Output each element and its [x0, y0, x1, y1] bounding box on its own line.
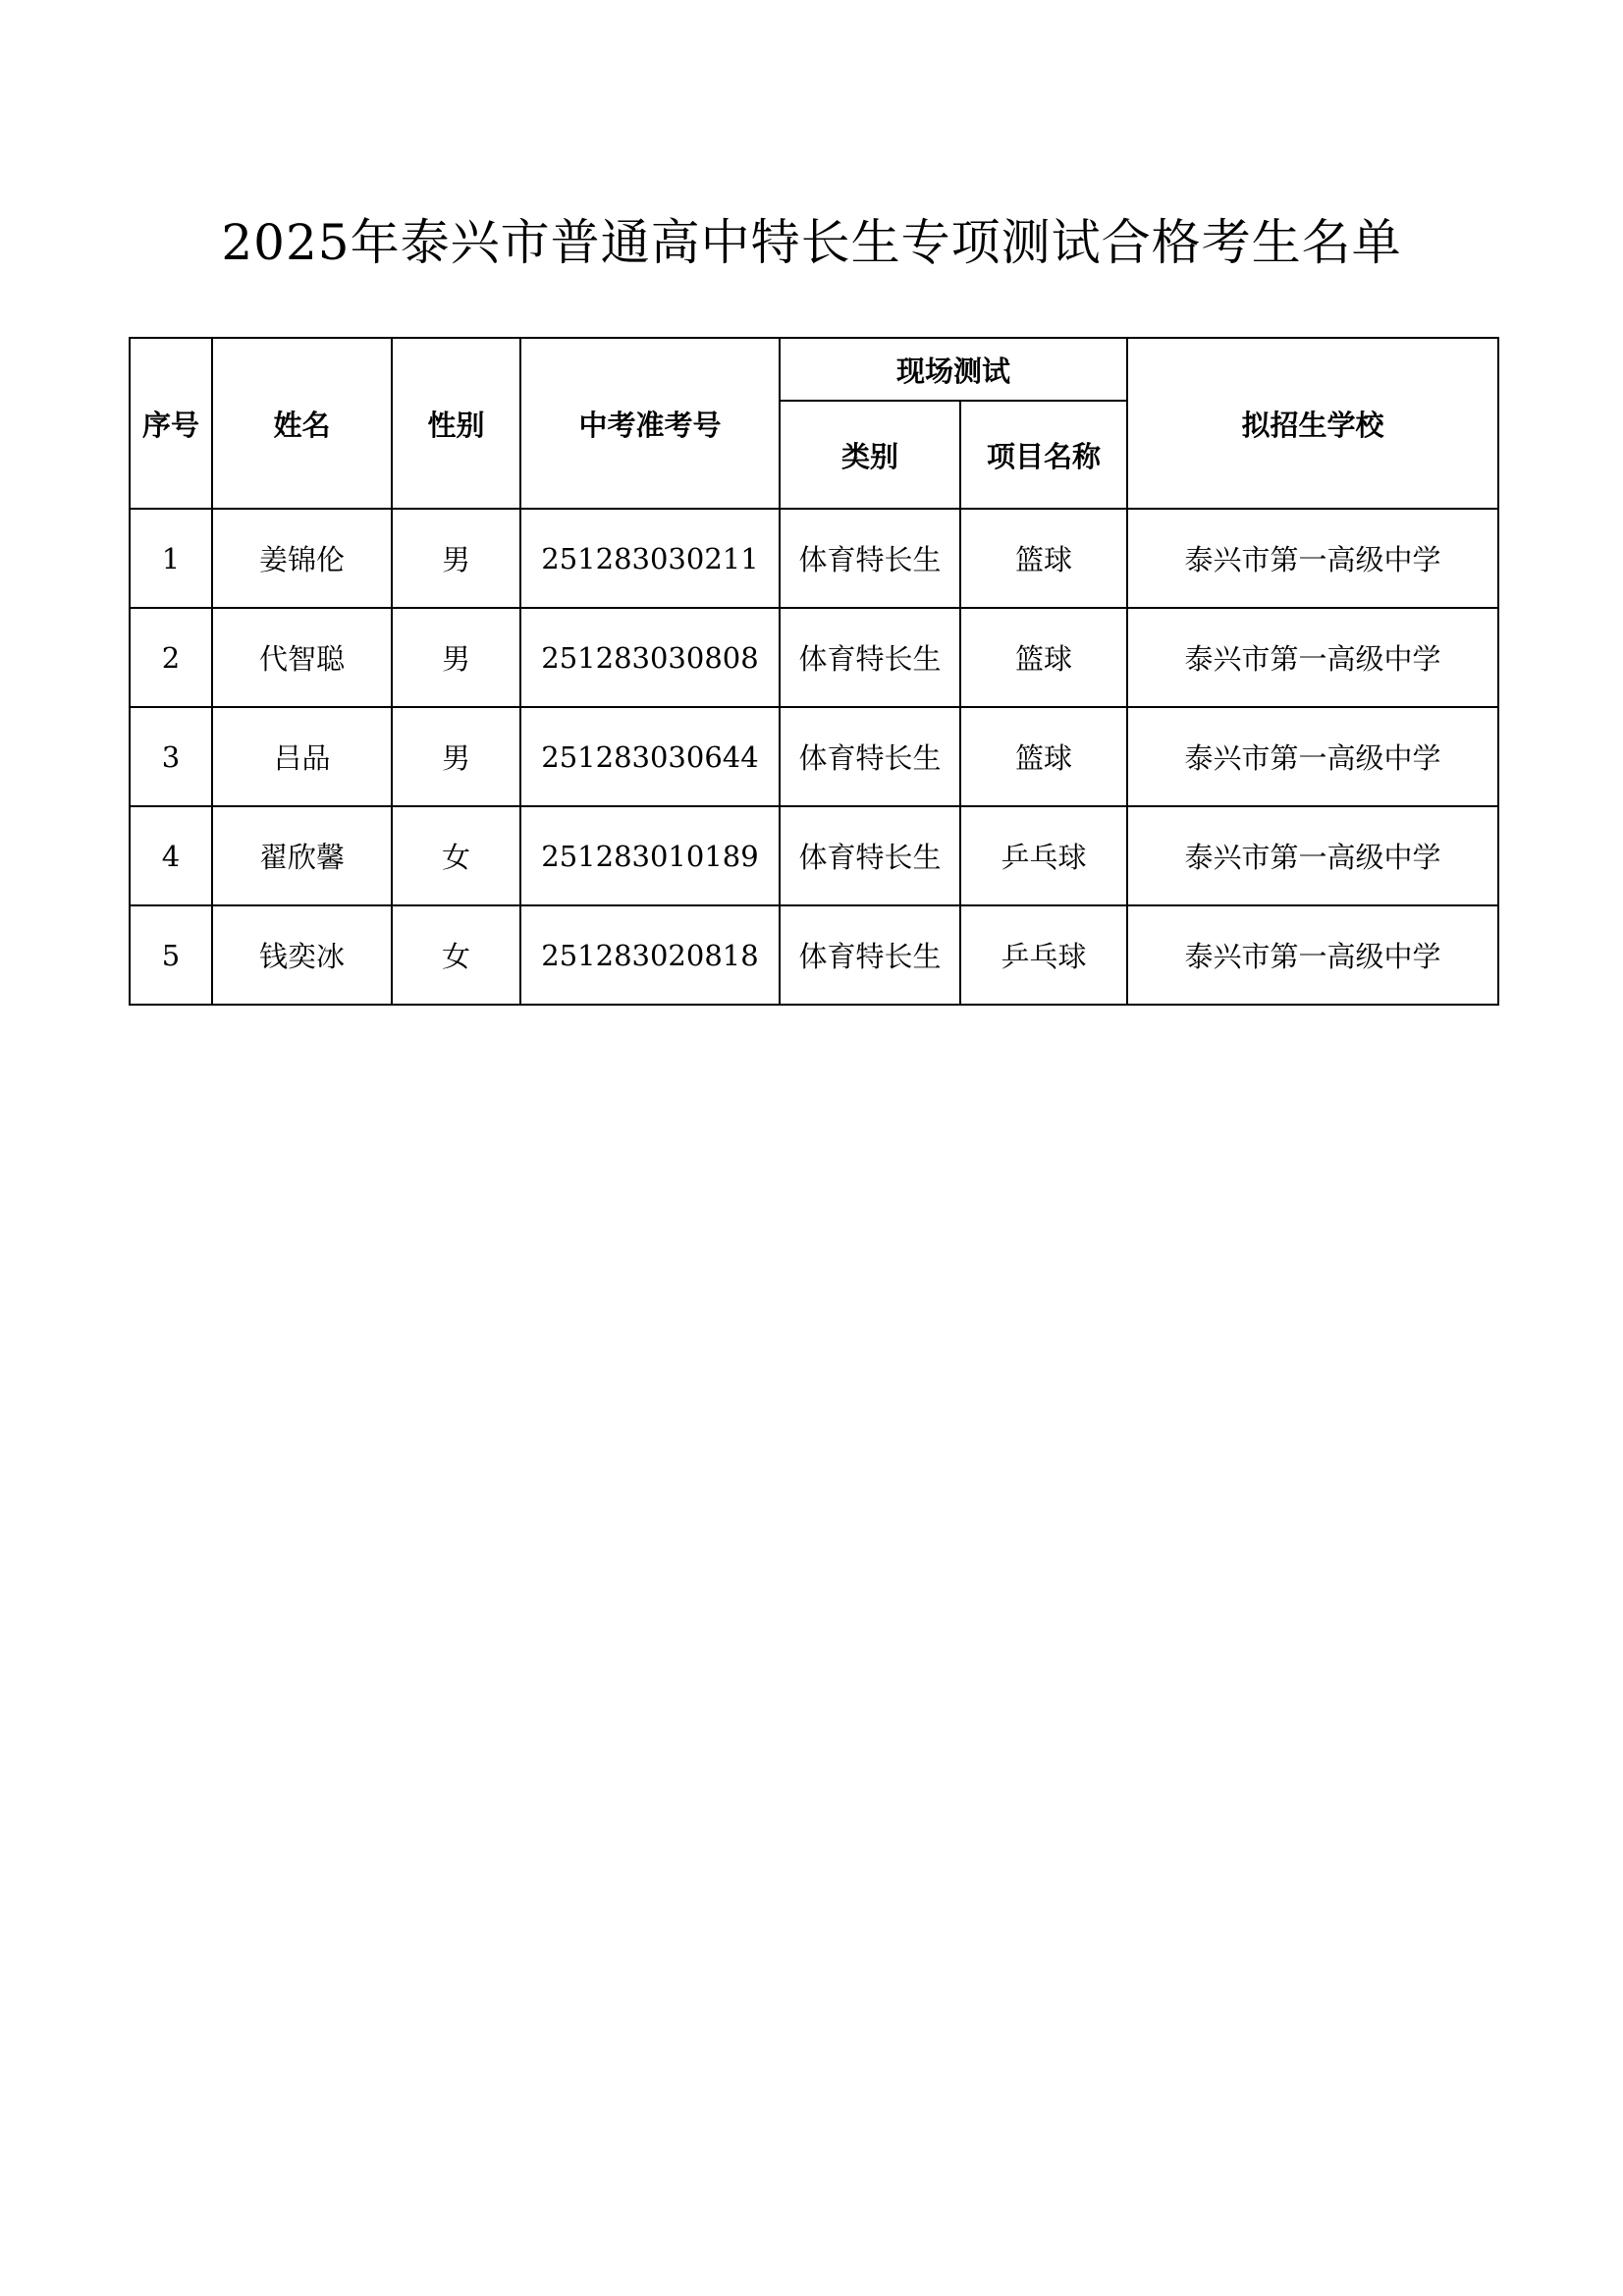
- table-row: [130, 806, 1498, 905]
- table-row: [130, 608, 1498, 707]
- cell-category: 体育特长生: [780, 905, 960, 1005]
- header-school: 拟招生学校: [1127, 338, 1498, 509]
- cell-gender: 男: [392, 509, 520, 608]
- cell-name: 钱奕冰: [212, 905, 392, 1005]
- header-onsite-test: 现场测试: [780, 338, 1127, 401]
- table-row: [130, 707, 1498, 806]
- header-index: 序号: [130, 338, 212, 509]
- cell-project: 篮球: [960, 707, 1127, 806]
- cell-exam-number: 251283030644: [520, 707, 780, 806]
- cell-school: 泰兴市第一高级中学: [1127, 509, 1498, 608]
- cell-project: 乒乓球: [960, 905, 1127, 1005]
- cell-project: 篮球: [960, 509, 1127, 608]
- cell-index: 4: [130, 806, 212, 905]
- header-name: 姓名: [212, 338, 392, 509]
- table-row: [130, 509, 1498, 608]
- cell-name: 翟欣馨: [212, 806, 392, 905]
- cell-exam-number: 251283010189: [520, 806, 780, 905]
- cell-school: 泰兴市第一高级中学: [1127, 905, 1498, 1005]
- cell-school: 泰兴市第一高级中学: [1127, 608, 1498, 707]
- header-gender: 性别: [392, 338, 520, 509]
- cell-gender: 男: [392, 707, 520, 806]
- cell-index: 1: [130, 509, 212, 608]
- cell-index: 3: [130, 707, 212, 806]
- cell-index: 5: [130, 905, 212, 1005]
- page-title: 2025年泰兴市普通高中特长生专项测试合格考生名单: [221, 214, 1402, 271]
- cell-school: 泰兴市第一高级中学: [1127, 806, 1498, 905]
- cell-category: 体育特长生: [780, 608, 960, 707]
- cell-gender: 女: [392, 905, 520, 1005]
- cell-index: 2: [130, 608, 212, 707]
- cell-exam-number: 251283030808: [520, 608, 780, 707]
- header-project: 项目名称: [960, 401, 1127, 509]
- cell-category: 体育特长生: [780, 806, 960, 905]
- header-exam-number: 中考准考号: [520, 338, 780, 509]
- table-row: [130, 905, 1498, 1005]
- cell-name: 代智聪: [212, 608, 392, 707]
- cell-exam-number: 251283020818: [520, 905, 780, 1005]
- cell-project: 篮球: [960, 608, 1127, 707]
- cell-exam-number: 251283030211: [520, 509, 780, 608]
- cell-category: 体育特长生: [780, 509, 960, 608]
- cell-category: 体育特长生: [780, 707, 960, 806]
- cell-name: 姜锦伦: [212, 509, 392, 608]
- cell-school: 泰兴市第一高级中学: [1127, 707, 1498, 806]
- header-row-1: [130, 338, 1498, 401]
- cell-name: 吕品: [212, 707, 392, 806]
- cell-gender: 女: [392, 806, 520, 905]
- cell-gender: 男: [392, 608, 520, 707]
- cell-project: 乒乓球: [960, 806, 1127, 905]
- header-category: 类别: [780, 401, 960, 509]
- candidate-table: [129, 337, 1499, 1006]
